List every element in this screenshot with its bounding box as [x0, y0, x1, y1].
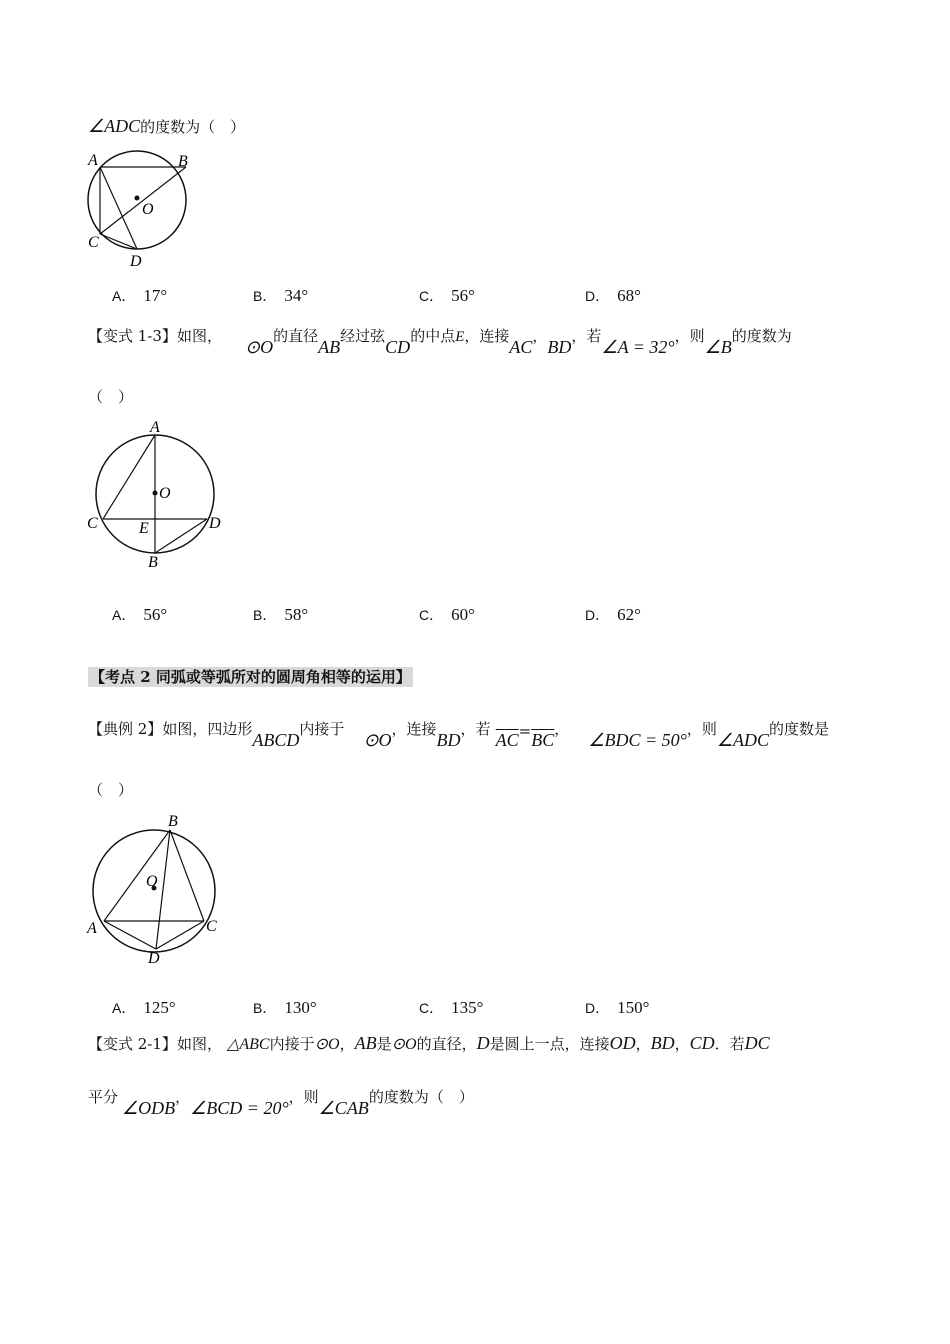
- label-a: A: [87, 920, 97, 937]
- question-var21-stem-line1: 【变式 2-1】如图， △ABC内接于⊙O，AB是⊙O的直径，D是圆上一点，连接OD，BD，CD．若DC: [88, 1033, 770, 1053]
- figure-circle-abcd-1: [80, 145, 200, 270]
- center-dot: [153, 491, 158, 496]
- question-tag: 【典例 2】: [88, 720, 163, 738]
- option-b[interactable]: B． 34°: [253, 286, 309, 305]
- label-d: D: [209, 515, 221, 532]
- option-c[interactable]: C． 60°: [419, 605, 475, 624]
- figure-circle-ex2: [82, 808, 232, 970]
- question-tag: 【变式 1-3】: [88, 327, 177, 345]
- question-var21-stem-line2: 平分∠ODB，∠BCD = 20°，则∠CAB的度数为（ ）: [88, 1088, 474, 1118]
- label-o: O: [159, 485, 171, 502]
- label-c: C: [206, 918, 217, 935]
- option-a[interactable]: A． 125°: [112, 998, 176, 1017]
- label-d: D: [130, 253, 142, 270]
- option-b[interactable]: B． 58°: [253, 605, 309, 624]
- label-b: B: [178, 153, 188, 170]
- label-a: A: [150, 419, 160, 436]
- answer-paren: （ ）: [88, 388, 134, 406]
- option-a[interactable]: A． 56°: [112, 605, 168, 624]
- label-o: O: [146, 873, 158, 890]
- option-b[interactable]: B． 130°: [253, 998, 317, 1017]
- circle-o: [93, 830, 215, 952]
- label-o: O: [142, 201, 154, 218]
- chord-bd: [155, 519, 207, 553]
- chord-ac: [103, 435, 155, 519]
- question-var13-stem: 【变式 1-3】如图， ⊙O的直径AB经过弦CD的中点E，连接AC，BD，若∠A = 32°，则∠B的度数为: [88, 327, 792, 357]
- label-d: D: [148, 950, 160, 967]
- option-d[interactable]: D． 68°: [585, 286, 641, 305]
- label-e: E: [139, 520, 149, 537]
- option-c[interactable]: C． 135°: [419, 998, 484, 1017]
- label-b: B: [148, 554, 158, 571]
- figure-circle-var13: [82, 418, 232, 573]
- section-heading: 【考点 2 同弧或等弧所对的圆周角相等的运用】: [90, 668, 411, 686]
- question-tag: 【变式 2-1】: [88, 1035, 177, 1053]
- label-c: C: [88, 234, 99, 251]
- option-d[interactable]: D． 62°: [585, 605, 641, 624]
- label-b: B: [168, 813, 178, 830]
- question-ex2-stem: 【典例 2】如图，四边形ABCD内接于 ⊙O，连接BD，若 $\overline{AC}=\overline{BC}$， ∠BDC = 50°，则∠ADC的度数是: [88, 720, 830, 750]
- stem-text: 的度数为（ ）: [140, 118, 246, 136]
- chord-bd: [156, 830, 170, 949]
- answer-paren: （ ）: [88, 781, 134, 799]
- option-c[interactable]: C． 56°: [419, 286, 475, 305]
- question-top-stem: [88, 116, 245, 137]
- center-dot: [135, 196, 140, 201]
- option-d[interactable]: D． 150°: [585, 998, 650, 1017]
- option-a[interactable]: A． 17°: [112, 286, 168, 305]
- chord-ab: [104, 830, 170, 921]
- chord-bc: [170, 830, 204, 921]
- math-angle-adc: ∠ADC: [88, 116, 141, 136]
- label-a: A: [88, 152, 98, 169]
- label-c: C: [87, 515, 98, 532]
